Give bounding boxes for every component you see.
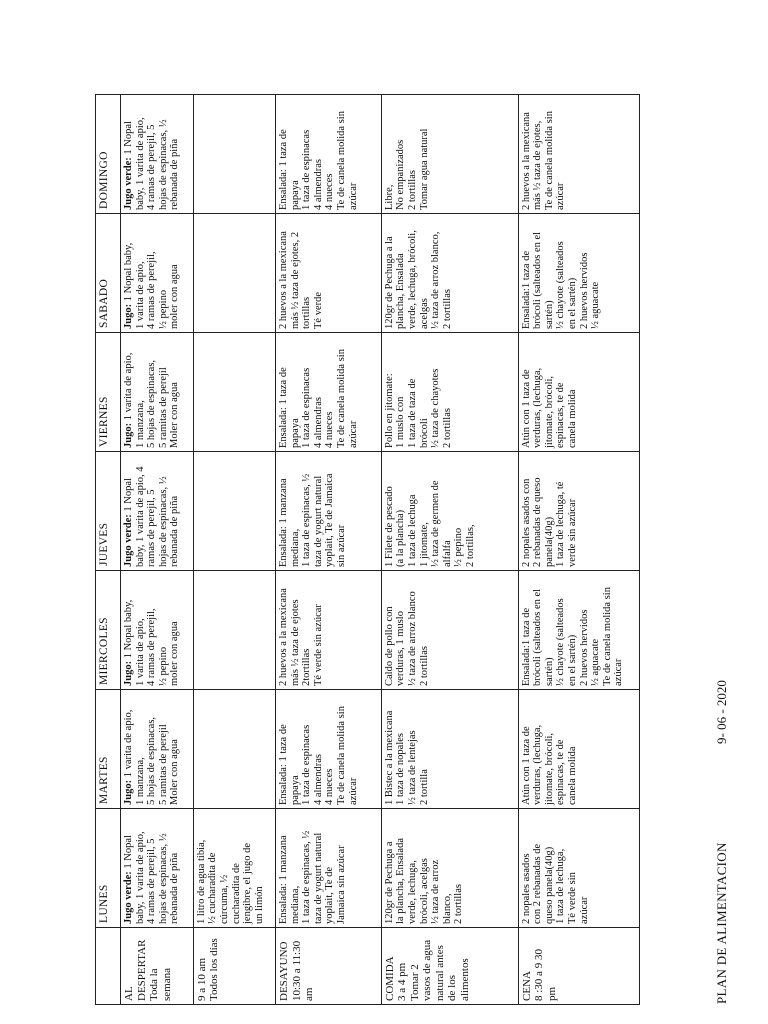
meal-cell-line: ½ taza de arroz blanco xyxy=(407,591,419,686)
meal-label-line: 3 a 4 pm xyxy=(396,962,409,1001)
meal-label-line: de los xyxy=(446,975,459,1001)
meal-cell xyxy=(381,333,518,452)
day-header: VIERNES xyxy=(96,333,121,452)
meal-label-line: vasos de agua xyxy=(421,939,434,1001)
meal-label-line: alimentos xyxy=(458,958,471,1001)
meal-cell-line: ½ aguacate xyxy=(590,638,602,686)
meal-cell xyxy=(276,809,382,928)
meal-cell-line: verduras, (lechuga, xyxy=(532,367,544,448)
meal-cell-line: (a la plancha) xyxy=(395,509,407,567)
meal-cell-line: mediana, xyxy=(289,885,301,924)
meal-cell-line: Atún con 1 taza de xyxy=(520,369,532,448)
meal-cell xyxy=(381,571,518,690)
meal-cell-line: 1 taza de espinacas, ½ xyxy=(301,830,313,924)
meal-row xyxy=(276,95,382,1005)
meal-cell-line: espinacas, te de xyxy=(555,382,567,448)
meal-cell-line: baby, 1 varita de apio, xyxy=(134,831,146,924)
meal-cell-line: 2 huevos hervidos xyxy=(578,609,590,686)
meal-cell xyxy=(121,333,194,452)
meal-cell xyxy=(381,452,518,571)
meal-cell-line: baby, 1 varita de apio, 4 xyxy=(134,466,146,567)
meal-label xyxy=(121,928,194,1005)
corner-cell xyxy=(96,928,121,1005)
meal-label xyxy=(193,928,275,1005)
meal-cell-line: Tomar agua natural xyxy=(418,128,430,210)
meal-cell-line: acelgas xyxy=(418,298,430,329)
meal-cell-line: Ensalada:1 taza de xyxy=(520,607,532,686)
meal-cell-line: canela molida xyxy=(567,389,579,448)
meal-cell xyxy=(381,690,518,809)
meal-cell-line: 1 Filete de pescado xyxy=(383,486,395,567)
meal-cell-line: hojas de espinacas, ½ xyxy=(157,833,169,924)
meal-cell-emphasis: Jugo: xyxy=(123,422,134,448)
meal-cell-emphasis: Jugo verde: xyxy=(123,514,134,567)
meal-cell xyxy=(518,452,639,571)
meal-cell-line: 2 tortillas xyxy=(441,289,453,329)
meal-cell-emphasis: Jugo verde: xyxy=(123,157,134,210)
meal-cell-line: 2 huevos a la mexicana xyxy=(278,588,290,686)
meal-label xyxy=(381,928,518,1005)
meal-cell-line: más ½ taza de ejotes, 2 xyxy=(289,231,301,329)
meal-cell-line: Ensalada: 1 taza de xyxy=(278,367,290,448)
meal-cell-line: 2 tortilla xyxy=(418,769,430,805)
meal-cell-line: 2 huevos hervidos xyxy=(578,252,590,329)
meal-plan-table xyxy=(95,94,640,1005)
meal-cell-line: la plancha, Ensalada xyxy=(395,838,407,924)
meal-cell-line: en el sartén) xyxy=(567,277,579,329)
meal-cell-line: 2 rebanadas de queso xyxy=(532,477,544,567)
meal-cell-line: ½ pepino xyxy=(453,527,465,567)
meal-cell xyxy=(276,452,382,571)
meal-cell-line: Te de canela molida sin xyxy=(335,111,347,210)
meal-cell-line: ½ taza de arroz xyxy=(430,859,442,924)
meal-cell-line: Jugo: 1 varita de apio, xyxy=(123,709,134,805)
meal-cell-line: ramas de perejil, 5 xyxy=(146,489,158,567)
document-date: 9- 06 - 2020 xyxy=(714,680,729,744)
meal-cell-line: 1 taza de taza de xyxy=(407,378,419,448)
meal-label xyxy=(276,928,382,1005)
meal-cell xyxy=(381,95,518,214)
meal-cell xyxy=(518,809,639,928)
meal-cell-line: taza de yogurt natural xyxy=(312,475,324,567)
meal-cell xyxy=(518,214,639,333)
meal-row xyxy=(121,95,194,1005)
meal-cell-line: 1 taza de espinacas, ½ xyxy=(301,473,313,567)
meal-cell-line: Ensalada: 1 taza de xyxy=(278,724,290,805)
meal-label-line: Todos los días xyxy=(208,938,221,1001)
meal-cell xyxy=(518,95,639,214)
meal-cell-line: 4 almendras xyxy=(312,753,324,805)
meal-cell-line: ½ chayote (salteados xyxy=(555,598,567,686)
meal-cell-line: 1 varita de apio, xyxy=(134,618,146,686)
meal-cell-line: 4 ramas de perejil, xyxy=(146,608,158,686)
meal-cell-line: Té verde sin xyxy=(567,872,579,924)
meal-cell-line: 4 nueces xyxy=(324,411,336,448)
meal-label-line: 9 a 10 am xyxy=(195,957,208,1001)
meal-cell xyxy=(193,571,275,690)
meal-cell-line: 1 taza de lechuga xyxy=(407,494,419,567)
meal-cell-line: más ½ taza de ejotes, xyxy=(532,120,544,210)
meal-cell-line: tortillas xyxy=(301,296,313,329)
meal-row xyxy=(518,95,639,1005)
meal-cell-line: 1 manzana, xyxy=(134,757,146,805)
meal-cell-line: yoplait, Te de Jamaica xyxy=(324,473,336,567)
meal-cell-line: 5 hojas de espinacas, xyxy=(146,359,158,448)
meal-cell-line: alfalfa xyxy=(441,540,453,567)
meal-cell-line: Jamaica sin azúcar xyxy=(335,845,347,924)
meal-cell-line: 1 taza de nopales xyxy=(395,732,407,805)
meal-cell-line: 120gr de Pechuga a xyxy=(383,841,395,924)
meal-cell-line: hojas de espinacas, ½ xyxy=(157,119,169,210)
meal-cell-line: moler con agua xyxy=(169,621,181,686)
meal-cell xyxy=(381,809,518,928)
meal-cell-line: 2 huevos a la mexicana xyxy=(278,231,290,329)
meal-label xyxy=(518,928,639,1005)
meal-cell-line: 1 taza de espinacas xyxy=(301,724,313,805)
meal-cell-line: 4 almendras xyxy=(312,396,324,448)
meal-label-line: DESAYUNO xyxy=(278,941,291,1001)
meal-cell-line: Caldo de pollo con xyxy=(383,606,395,686)
meal-label-line: Toda la xyxy=(148,968,160,1001)
meal-cell xyxy=(276,690,382,809)
meal-cell-line: Jugo verde: 1 Nopal xyxy=(123,121,134,210)
meal-cell xyxy=(518,333,639,452)
meal-cell-line: ½ pepino xyxy=(157,289,169,329)
meal-cell-line: Ensalada:1 taza de xyxy=(520,250,532,329)
meal-cell xyxy=(193,333,275,452)
meal-cell-line: 2 tortillas xyxy=(441,408,453,448)
meal-cell-line: canela molida xyxy=(567,746,579,805)
meal-label-line: natural antes xyxy=(433,945,446,1001)
meal-cell xyxy=(276,333,382,452)
meal-cell-line: ½ taza de arroz blanco, xyxy=(430,231,442,329)
meal-cell-emphasis: Jugo verde: xyxy=(123,871,134,924)
meal-cell-line: ½ taza de chayotes xyxy=(430,368,442,448)
meal-cell-line: Moler con agua xyxy=(169,382,181,448)
meal-cell-line: verduras, (lechuga, xyxy=(532,724,544,805)
meal-cell-line: 2tortillas xyxy=(301,648,313,686)
meal-cell-line: yoplait, Te de xyxy=(324,866,336,924)
meal-cell-line: más ½ taza de ejotes xyxy=(289,599,301,686)
meal-label-line: pm xyxy=(545,986,558,1001)
meal-cell-line: Jugo: 1 varita de apio, xyxy=(123,352,134,448)
meal-cell-line: Moler con agua xyxy=(169,739,181,805)
meal-cell-line: verde, lechuga, xyxy=(407,860,419,924)
meal-cell-line: en el sartén) xyxy=(567,634,579,686)
meal-cell-line: Té verde xyxy=(312,291,324,329)
meal-label-line: am xyxy=(303,987,316,1001)
meal-cell-line: 4 ramas de perejil, 5 xyxy=(146,838,158,924)
meal-cell-line: mediana, xyxy=(289,528,301,567)
day-header: SABADO xyxy=(96,214,121,333)
meal-cell-line: azúcar xyxy=(555,182,567,210)
meal-cell-line: 2 nopales asados con xyxy=(520,478,532,567)
meal-row xyxy=(381,95,518,1005)
meal-cell-line: ½ taza de germen de xyxy=(430,480,442,567)
meal-cell-line: verde sin azúcar xyxy=(567,498,579,567)
meal-cell-line: 2 tortillas xyxy=(407,170,419,210)
meal-label-line: AL xyxy=(123,986,135,1001)
meal-cell-line: espinacas, te de xyxy=(555,739,567,805)
meal-cell-line: queso panela(40g) xyxy=(543,846,555,924)
meal-cell xyxy=(121,95,194,214)
meal-cell-line: 2 tortillas xyxy=(453,884,465,924)
meal-cell xyxy=(276,571,382,690)
meal-cell-line: 2 tortillas xyxy=(418,646,430,686)
meal-cell-line: Jugo verde: 1 Nopal xyxy=(123,478,134,567)
meal-cell-line: blanco, xyxy=(441,893,453,924)
meal-cell-line: 2 huevos a la mexicana xyxy=(520,112,532,210)
meal-cell-line: 1 jitomate, xyxy=(418,522,430,567)
meal-cell-line: ½ aguacate xyxy=(590,281,602,329)
meal-cell-line: 2 nopales asados xyxy=(520,853,532,924)
meal-cell-line: un limón xyxy=(253,886,265,924)
meal-cell-line: 120gr de Pechuga a la xyxy=(383,236,395,329)
meal-cell-line: Ensalada: 1 manzana xyxy=(278,835,290,924)
document-title: PLAN DE ALIMENTACION xyxy=(714,842,729,1004)
meal-label-line: 8 :30 a 9 30 xyxy=(533,949,546,1001)
meal-cell xyxy=(121,214,194,333)
meal-cell-line: azúcar xyxy=(347,777,359,805)
meal-label-line: COMIDA xyxy=(383,956,396,1001)
meal-label-line: DESPERTAR xyxy=(135,939,148,1001)
meal-cell-line: azúcar xyxy=(613,658,625,686)
meal-cell-line: rebanada de piña xyxy=(169,495,181,567)
meal-cell-line: ½ chayote (salteados xyxy=(555,241,567,329)
meal-cell-line: panela(40g) xyxy=(543,516,555,567)
meal-cell-line: rebanada de piña xyxy=(169,852,181,924)
meal-cell-line: Te de canela molida sin xyxy=(543,111,555,210)
meal-cell-line: 4 ramas de perejil, 5 xyxy=(146,124,158,210)
meal-cell-line: 5 ramitas de perejil xyxy=(157,724,169,805)
meal-cell-line: 5 ramitas de perejil xyxy=(157,367,169,448)
meal-cell xyxy=(276,214,382,333)
meal-cell-line: rebanada de piña xyxy=(169,138,181,210)
meal-cell-line: 4 nueces xyxy=(324,173,336,210)
meal-cell-line: Té verde sin azúcar xyxy=(312,604,324,686)
meal-cell xyxy=(193,214,275,333)
meal-row xyxy=(193,95,275,1005)
meal-cell xyxy=(121,571,194,690)
meal-cell-line: sartén) xyxy=(543,657,555,686)
meal-cell-line: verde, lechuga, brócoli, xyxy=(407,230,419,329)
meal-cell-line: azúcar xyxy=(347,182,359,210)
meal-cell-line: ½ pepino xyxy=(157,646,169,686)
meal-cell-line: con 2 rebanadas de xyxy=(532,843,544,924)
meal-cell-line: Jugo: 1 Nopal baby, xyxy=(123,599,134,686)
meal-cell xyxy=(381,214,518,333)
day-header: DOMINGO xyxy=(96,95,121,214)
meal-cell xyxy=(193,95,275,214)
meal-cell-line: Ensalada: 1 manzana xyxy=(278,478,290,567)
meal-label-line: 10:30 a 11:30 xyxy=(290,940,303,1001)
meal-cell-line: 1 Bistec a la mexicana xyxy=(383,710,395,805)
meal-cell xyxy=(518,690,639,809)
meal-cell-line: cúrcuma, ½ xyxy=(218,874,230,924)
meal-cell-line: brócoli (salteados en el xyxy=(532,231,544,329)
meal-cell-line: moler con agua xyxy=(169,264,181,329)
meal-cell-line: ½ cucharadita de xyxy=(207,852,219,924)
meal-cell-emphasis: Jugo: xyxy=(123,303,134,329)
meal-cell-line: 4 nueces xyxy=(324,768,336,805)
meal-cell-line: taza de yogurt natural xyxy=(312,832,324,924)
meal-cell-line: jengibre, el jugo de xyxy=(242,842,254,924)
meal-cell-line: Jugo: 1 Nopal baby, xyxy=(123,242,134,329)
meal-cell-emphasis: Jugo: xyxy=(123,660,134,686)
meal-cell xyxy=(121,809,194,928)
meal-cell-line: 4 almendras xyxy=(312,158,324,210)
meal-label-line: CENA xyxy=(520,971,533,1001)
meal-cell-line: Te de canela molida sin xyxy=(335,706,347,805)
day-header: MIERCOLES xyxy=(96,571,121,690)
meal-cell-line: 1 varita de apio, xyxy=(134,261,146,329)
meal-cell-line: brócoli (salteados en el xyxy=(532,588,544,686)
meal-cell-line: baby, 1 varita de apio, xyxy=(134,117,146,210)
meal-cell-line: Jugo verde: 1 Nopal xyxy=(123,835,134,924)
meal-cell-line: azúcar xyxy=(578,896,590,924)
meal-cell xyxy=(276,95,382,214)
day-header: LUNES xyxy=(96,809,121,928)
meal-cell-line: 1 taza de lechuga, té xyxy=(555,481,567,567)
meal-cell-line: cucharadita de xyxy=(230,863,242,924)
meal-cell-line: jitomate, brócoli, xyxy=(543,375,555,448)
meal-cell-line: hojas de espinacas, ½ xyxy=(157,476,169,567)
meal-cell-line: papaya xyxy=(289,180,301,210)
meal-cell-line: Ensalada: 1 taza de xyxy=(278,129,290,210)
meal-cell-line: 1 taza de lechuga, xyxy=(555,848,567,924)
meal-cell-line: Pollo en jitomate: xyxy=(383,373,395,448)
meal-cell-line: 4 ramas de perejil, xyxy=(146,251,158,329)
meal-cell xyxy=(193,452,275,571)
meal-cell-line: Atún con 1 taza de xyxy=(520,726,532,805)
meal-cell-line: sartén) xyxy=(543,300,555,329)
day-header: JUEVES xyxy=(96,452,121,571)
meal-cell-line: plancha, Ensalada xyxy=(395,253,407,329)
meal-cell-line: Libre, xyxy=(383,184,395,210)
meal-cell-line: Te de canela molida sin xyxy=(335,349,347,448)
meal-cell-line: 1 litro de agua tibia, xyxy=(195,839,207,924)
meal-cell-line: ½ taza de lentejas xyxy=(407,730,419,805)
meal-cell xyxy=(121,452,194,571)
meal-label-line: Tomar 2 xyxy=(408,964,421,1001)
meal-cell-line: 1 muslo con xyxy=(395,396,407,448)
meal-cell xyxy=(121,690,194,809)
meal-cell xyxy=(518,571,639,690)
meal-cell-line: sin azúcar xyxy=(335,524,347,567)
meal-cell-line: 2 tortillas, xyxy=(465,524,477,567)
meal-cell-line: 5 hojas de espinacas, xyxy=(146,716,158,805)
meal-cell-line: 1 manzana, xyxy=(134,400,146,448)
meal-cell-line: papaya xyxy=(289,775,301,805)
meal-cell-line: brócoli, acelgas xyxy=(418,858,430,924)
meal-cell-line: 1 taza de espinacas xyxy=(301,367,313,448)
meal-cell-line: No empanizados xyxy=(395,139,407,210)
meal-cell-line: jitomate, brócoli, xyxy=(543,732,555,805)
meal-cell-line: Te de canela molida sin xyxy=(601,587,613,686)
meal-cell-emphasis: Jugo: xyxy=(123,779,134,805)
day-header: MARTES xyxy=(96,690,121,809)
meal-cell-line: verduras, 1 muslo xyxy=(395,611,407,686)
meal-cell xyxy=(193,809,275,928)
meal-rows xyxy=(121,95,640,1005)
meal-cell-line: 1 taza de espinacas xyxy=(301,129,313,210)
meal-label-line: semana xyxy=(160,968,173,1001)
meal-cell-line: azúcar xyxy=(347,420,359,448)
meal-cell-line: papaya xyxy=(289,418,301,448)
meal-cell xyxy=(193,690,275,809)
header-row xyxy=(96,95,121,1005)
meal-cell-line: brócoli xyxy=(418,418,430,448)
